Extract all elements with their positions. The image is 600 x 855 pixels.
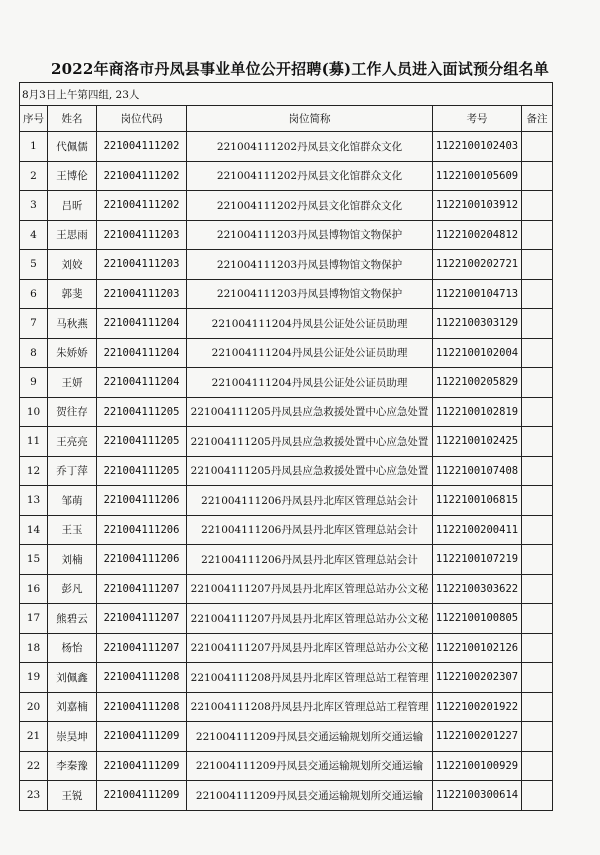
header-exam-number: 考号 <box>433 106 522 132</box>
row-exam-number: 1122100100805 <box>433 604 522 634</box>
row-position-code: 221004111204 <box>97 309 187 339</box>
row-seq: 23 <box>20 781 48 811</box>
row-exam-number: 1122100106815 <box>433 486 522 516</box>
row-position-name: 221004111205丹凤县应急救援处置中心应急处置 <box>187 397 433 427</box>
table-row <box>20 663 553 693</box>
row-position-code: 221004111205 <box>97 427 187 457</box>
row-exam-number: 1122100102425 <box>433 427 522 457</box>
row-note <box>522 545 553 575</box>
table-row <box>20 751 553 781</box>
row-position-name: 221004111203丹凤县博物馆文物保护 <box>187 279 433 309</box>
row-note <box>522 486 553 516</box>
header-name: 姓名 <box>48 106 97 132</box>
row-name: 王思雨 <box>48 220 97 250</box>
row-seq: 1 <box>20 132 48 162</box>
row-name: 崇昊坤 <box>48 722 97 752</box>
table-row <box>20 722 553 752</box>
row-exam-number: 1122100107408 <box>433 456 522 486</box>
row-position-name: 221004111204丹凤县公证处公证员助理 <box>187 338 433 368</box>
row-seq: 7 <box>20 309 48 339</box>
row-note <box>522 663 553 693</box>
row-name: 李秦豫 <box>48 751 97 781</box>
table-row <box>20 397 553 427</box>
row-position-code: 221004111204 <box>97 368 187 398</box>
row-note <box>522 338 553 368</box>
row-position-code: 221004111207 <box>97 604 187 634</box>
row-note <box>522 368 553 398</box>
header-position-name: 岗位简称 <box>187 106 433 132</box>
row-name: 刘楠 <box>48 545 97 575</box>
row-position-code: 221004111207 <box>97 574 187 604</box>
table-row <box>20 574 553 604</box>
row-name: 王锐 <box>48 781 97 811</box>
row-name: 刘姣 <box>48 250 97 280</box>
row-note <box>522 604 553 634</box>
table-row <box>20 692 553 722</box>
group-info: 8月3日上午第四组, 23人 <box>20 83 553 106</box>
row-exam-number: 1122100102403 <box>433 132 522 162</box>
table-row <box>20 781 553 811</box>
table-row <box>20 161 553 191</box>
row-exam-number: 1122100205829 <box>433 368 522 398</box>
row-seq: 17 <box>20 604 48 634</box>
row-name: 王玉 <box>48 515 97 545</box>
row-position-name: 221004111209丹凤县交通运输规划所交通运输 <box>187 781 433 811</box>
row-position-name: 221004111206丹凤县丹北库区管理总站会计 <box>187 486 433 516</box>
row-exam-number: 1122100204812 <box>433 220 522 250</box>
row-note <box>522 692 553 722</box>
row-seq: 9 <box>20 368 48 398</box>
table-row <box>20 456 553 486</box>
row-note <box>522 250 553 280</box>
table-row <box>20 545 553 575</box>
row-position-code: 221004111202 <box>97 191 187 221</box>
row-exam-number: 1122100200411 <box>433 515 522 545</box>
row-position-name: 221004111203丹凤县博物馆文物保护 <box>187 220 433 250</box>
table-header-row <box>20 106 553 132</box>
row-exam-number: 1122100105609 <box>433 161 522 191</box>
row-note <box>522 220 553 250</box>
row-position-code: 221004111209 <box>97 722 187 752</box>
row-seq: 11 <box>20 427 48 457</box>
row-name: 王妍 <box>48 368 97 398</box>
row-position-name: 221004111203丹凤县博物馆文物保护 <box>187 250 433 280</box>
row-position-code: 221004111209 <box>97 781 187 811</box>
table-row <box>20 279 553 309</box>
row-note <box>522 751 553 781</box>
row-note <box>522 427 553 457</box>
row-seq: 4 <box>20 220 48 250</box>
row-position-code: 221004111209 <box>97 751 187 781</box>
table-row <box>20 486 553 516</box>
table-row <box>20 220 553 250</box>
row-note <box>522 781 553 811</box>
table-row <box>20 427 553 457</box>
row-exam-number: 1122100102004 <box>433 338 522 368</box>
row-position-name: 221004111208丹凤县丹北库区管理总站工程管理 <box>187 663 433 693</box>
row-exam-number: 1122100100929 <box>433 751 522 781</box>
row-name: 杨怡 <box>48 633 97 663</box>
row-position-code: 221004111203 <box>97 279 187 309</box>
table-row <box>20 191 553 221</box>
row-exam-number: 1122100202307 <box>433 663 522 693</box>
row-position-code: 221004111206 <box>97 515 187 545</box>
row-position-name: 221004111205丹凤县应急救援处置中心应急处置 <box>187 427 433 457</box>
row-seq: 13 <box>20 486 48 516</box>
row-position-code: 221004111202 <box>97 161 187 191</box>
table-row <box>20 338 553 368</box>
row-position-name: 221004111209丹凤县交通运输规划所交通运输 <box>187 751 433 781</box>
row-exam-number: 1122100103912 <box>433 191 522 221</box>
row-position-name: 221004111204丹凤县公证处公证员助理 <box>187 309 433 339</box>
row-seq: 15 <box>20 545 48 575</box>
row-position-code: 221004111202 <box>97 132 187 162</box>
header-note: 备注 <box>522 106 553 132</box>
row-seq: 5 <box>20 250 48 280</box>
row-position-name: 221004111207丹凤县丹北库区管理总站办公文秘 <box>187 633 433 663</box>
header-position-code: 岗位代码 <box>97 106 187 132</box>
row-note <box>522 161 553 191</box>
row-name: 邹萌 <box>48 486 97 516</box>
row-position-name: 221004111209丹凤县交通运输规划所交通运输 <box>187 722 433 752</box>
row-position-name: 221004111208丹凤县丹北库区管理总站工程管理 <box>187 692 433 722</box>
row-seq: 14 <box>20 515 48 545</box>
row-position-name: 221004111207丹凤县丹北库区管理总站办公文秘 <box>187 574 433 604</box>
row-position-code: 221004111206 <box>97 545 187 575</box>
row-exam-number: 1122100102126 <box>433 633 522 663</box>
row-position-code: 221004111206 <box>97 486 187 516</box>
row-note <box>522 722 553 752</box>
row-seq: 3 <box>20 191 48 221</box>
row-position-code: 221004111208 <box>97 663 187 693</box>
row-name: 乔丁萍 <box>48 456 97 486</box>
table-row <box>20 633 553 663</box>
row-seq: 20 <box>20 692 48 722</box>
table-row <box>20 368 553 398</box>
row-position-name: 221004111202丹凤县文化馆群众文化 <box>187 191 433 221</box>
header-seq: 序号 <box>20 106 48 132</box>
row-name: 王亮亮 <box>48 427 97 457</box>
candidate-table <box>19 82 553 811</box>
row-seq: 12 <box>20 456 48 486</box>
row-seq: 16 <box>20 574 48 604</box>
table-row <box>20 132 553 162</box>
row-exam-number: 1122100107219 <box>433 545 522 575</box>
row-seq: 10 <box>20 397 48 427</box>
row-note <box>522 279 553 309</box>
row-position-code: 221004111203 <box>97 250 187 280</box>
row-name: 代佩儒 <box>48 132 97 162</box>
table-row <box>20 604 553 634</box>
row-position-code: 221004111205 <box>97 456 187 486</box>
row-exam-number: 1122100300614 <box>433 781 522 811</box>
row-position-name: 221004111205丹凤县应急救援处置中心应急处置 <box>187 456 433 486</box>
row-name: 贺往存 <box>48 397 97 427</box>
row-note <box>522 132 553 162</box>
row-note <box>522 574 553 604</box>
row-exam-number: 1122100202721 <box>433 250 522 280</box>
row-name: 朱娇娇 <box>48 338 97 368</box>
row-position-code: 221004111208 <box>97 692 187 722</box>
row-note <box>522 309 553 339</box>
row-exam-number: 1122100201227 <box>433 722 522 752</box>
row-position-code: 221004111203 <box>97 220 187 250</box>
row-exam-number: 1122100104713 <box>433 279 522 309</box>
row-name: 王博伦 <box>48 161 97 191</box>
row-position-code: 221004111205 <box>97 397 187 427</box>
row-seq: 21 <box>20 722 48 752</box>
row-position-code: 221004111207 <box>97 633 187 663</box>
row-exam-number: 1122100303129 <box>433 309 522 339</box>
row-note <box>522 456 553 486</box>
row-name: 刘佩鑫 <box>48 663 97 693</box>
row-name: 吕昕 <box>48 191 97 221</box>
row-exam-number: 1122100303622 <box>433 574 522 604</box>
row-position-name: 221004111206丹凤县丹北库区管理总站会计 <box>187 515 433 545</box>
table-row <box>20 515 553 545</box>
row-note <box>522 397 553 427</box>
table-row <box>20 250 553 280</box>
row-name: 熊碧云 <box>48 604 97 634</box>
row-position-name: 221004111204丹凤县公证处公证员助理 <box>187 368 433 398</box>
row-note <box>522 515 553 545</box>
row-position-name: 221004111207丹凤县丹北库区管理总站办公文秘 <box>187 604 433 634</box>
row-position-code: 221004111204 <box>97 338 187 368</box>
row-note <box>522 191 553 221</box>
row-exam-number: 1122100102819 <box>433 397 522 427</box>
row-name: 郭斐 <box>48 279 97 309</box>
table-row <box>20 309 553 339</box>
row-name: 刘嘉楠 <box>48 692 97 722</box>
row-position-name: 221004111202丹凤县文化馆群众文化 <box>187 161 433 191</box>
row-seq: 18 <box>20 633 48 663</box>
row-seq: 6 <box>20 279 48 309</box>
row-position-name: 221004111202丹凤县文化馆群众文化 <box>187 132 433 162</box>
row-note <box>522 633 553 663</box>
row-position-name: 221004111206丹凤县丹北库区管理总站会计 <box>187 545 433 575</box>
row-seq: 8 <box>20 338 48 368</box>
row-seq: 19 <box>20 663 48 693</box>
row-seq: 2 <box>20 161 48 191</box>
group-info-row <box>20 83 553 106</box>
row-name: 彭凡 <box>48 574 97 604</box>
row-seq: 22 <box>20 751 48 781</box>
row-name: 马秋燕 <box>48 309 97 339</box>
page-title: 2022年商洛市丹凤县事业单位公开招聘(募)工作人员进入面试预分组名单 <box>51 60 549 78</box>
row-exam-number: 1122100201922 <box>433 692 522 722</box>
